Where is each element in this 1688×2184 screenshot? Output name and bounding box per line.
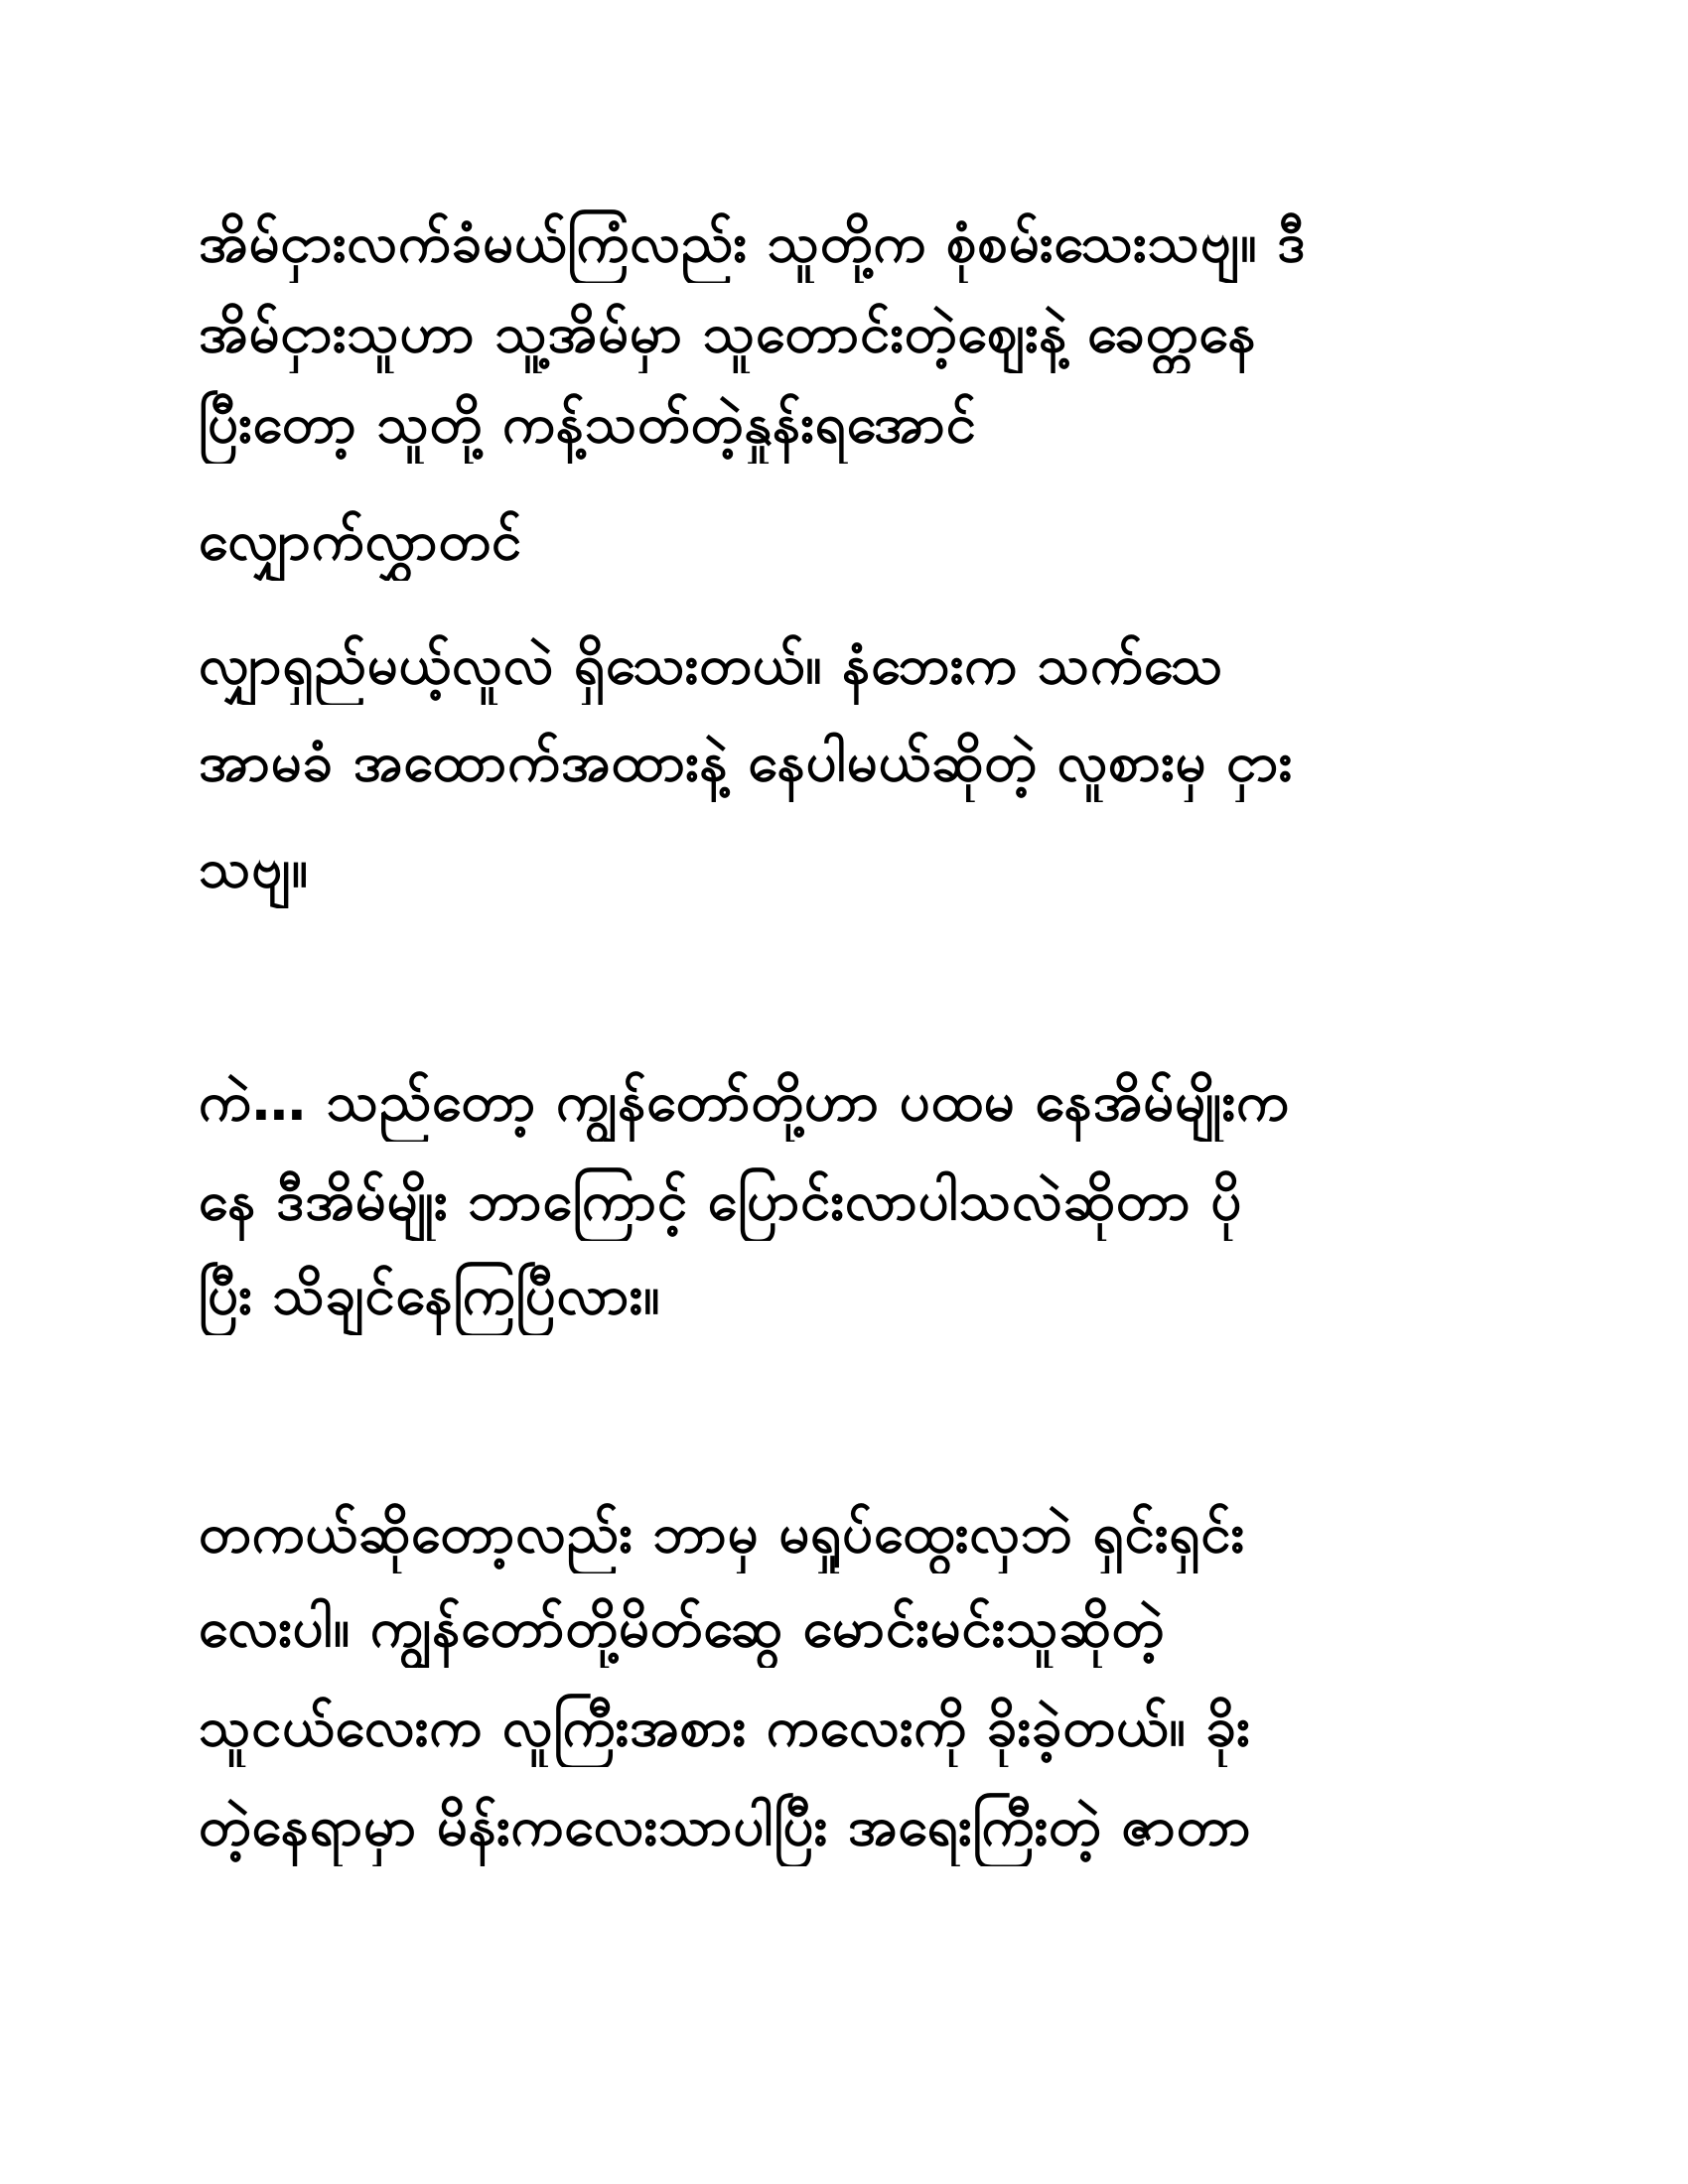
text-line: သူငယ်လေးက လူကြီးအစား ကလေးကို ခိုးခဲ့တယ်။ ခိုး — [199, 1696, 1251, 1758]
text-line: ကဲ… သည်တော့ ကျွန်တော်တို့ဟာ ပထမ နေအိမ်မျိုးက — [199, 1070, 1290, 1133]
text-line: တကယ်ဆိုတော့လည်း ဘာမှ မရှုပ်ထွေးလှဘဲ ရှင်းရှင်း — [199, 1502, 1245, 1565]
text-line: ပြီး သိချင်နေကြပြီလား။ — [199, 1264, 661, 1326]
text-line: အိမ်ငှားသူဟာ သူ့အိမ်မှာ သူတောင်းတဲ့ဈေးနဲ့ ခေတ္တနေ — [199, 302, 1257, 364]
text-line: နေ ဒီအိမ်မျိုး ဘာကြောင့် ပြောင်းလာပါသလဲဆိုတာ ပို — [199, 1169, 1243, 1232]
text-line: ပြီးတော့ သူတို့ ကန့်သတ်တဲ့နှုန်းရအောင် — [199, 392, 977, 455]
text-line: လျှောက်လွှာတင် — [199, 509, 522, 572]
text-line: တဲ့နေရာမှာ မိန်းကလေးသာပါပြီး အရေးကြီးတဲ့ ဇာတာ — [199, 1795, 1252, 1857]
text-line: လေးပါ။ ကျွန်တော်တို့မိတ်ဆွေ မောင်းမင်းသူဆိုတဲ့ — [199, 1596, 1166, 1659]
text-line: အိမ်ငှားလက်ခံမယ်ကြံလည်း သူတို့က စုံစမ်းသေးသဗျ။ ဒီ — [199, 211, 1307, 274]
text-line: လျှာရှည်မယ့်လူလဲ ရှိသေးတယ်။ နံဘေးက သက်သေ — [199, 633, 1224, 696]
text-line: အာမခံ အထောက်အထားနဲ့ နေပါမယ်ဆိုတဲ့ လူစားမှ ငှား — [199, 731, 1294, 793]
text-line: သဗျ။ — [199, 837, 309, 899]
